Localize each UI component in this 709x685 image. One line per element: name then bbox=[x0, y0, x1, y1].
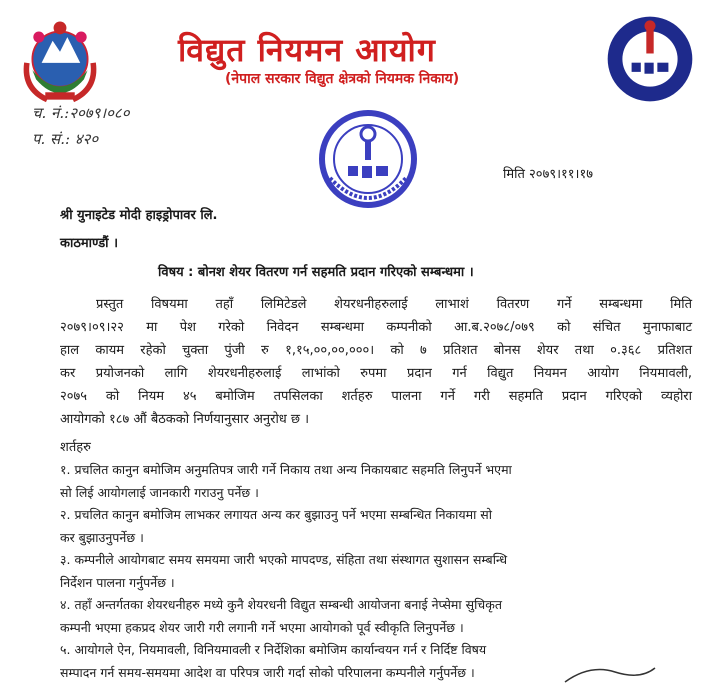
nepal-emblem-icon bbox=[14, 15, 106, 107]
recipient-city: काठमाण्डौं । bbox=[60, 236, 118, 251]
condition-line: २. प्रचलित कानुन बमोजिम लाभकर लगायत अन्य कर बुझाउनु पर्ने भएमा सम्बन्धित निकायमा सो bbox=[60, 507, 492, 522]
erc-logo-icon bbox=[604, 13, 696, 105]
conditions-list bbox=[60, 459, 700, 684]
letter-date: मिति २०७९।११।१७ bbox=[503, 167, 593, 182]
condition-line: कर बुझाउनुपर्नेछ । bbox=[60, 529, 144, 545]
erc-stamp-icon bbox=[308, 108, 428, 210]
condition-line: कम्पनी भएमा हकप्रद शेयर जारी गरी लगानी गर्ने भएमा आयोगको पूर्व स्वीकृति लिनुपर्नेछ । bbox=[60, 619, 464, 635]
condition-line: सो लिई आयोगलाई जानकारी गराउनु पर्नेछ । bbox=[60, 484, 259, 500]
recipient-name: श्री युनाइटेड मोदी हाइड्रोपावर लि. bbox=[60, 208, 218, 223]
body-line: कर प्रयोजनको लागि शेयरधनीहरुलाई लाभांको रुपमा प्रदान गर्न विद्युत नियमन आयोग नियमावली, bbox=[60, 366, 692, 381]
condition-line: निर्देशन पालना गर्नुपर्नेछ । bbox=[60, 574, 175, 590]
page-subtitle: (नेपाल सरकार विद्युत क्षेत्रको नियमक निकाय) bbox=[225, 71, 460, 87]
condition-line: सम्पादन गर्न समय-समयमा आदेश वा परिपत्र जारी गर्दा सोको परिपालना कम्पनीले गर्नुपर्नेछ । bbox=[60, 664, 475, 680]
page-title: विद्युत नियमन आयोग bbox=[178, 31, 436, 69]
condition-line: ३. कम्पनीले आयोगबाट समय समयमा जारी भएको मापदण्ड, संहिता तथा संस्थागत सुशासन सम्बन्धि bbox=[60, 552, 508, 567]
body-line: प्रस्तुत विषयमा तहाँ लिमिटेडले शेयरधनीहरुलाई लाभाशं वितरण गर्ने सम्बन्धमा मिति bbox=[96, 297, 692, 312]
condition-line: १. प्रचलित कानुन बमोजिम अनुमतिपत्र जारी गर्ने निकाय तथा अन्य निकायबाट सहमति लिनुपर्ने भएमा bbox=[60, 462, 512, 477]
conditions-heading: शर्तहरु bbox=[60, 440, 91, 455]
reference-number: च. नं.:२०७९।०८० bbox=[32, 104, 130, 122]
signature-icon bbox=[560, 662, 660, 685]
body-line: २०७९।०९।२२ मा पेश गरेको निवेदन सम्बन्धमा कम्पनीको आ.ब.२०७८/०७९ को संचित मुनाफाबाट bbox=[60, 320, 692, 335]
condition-line: ५. आयोगले ऐन, नियमावली, विनियमावली र निर्देशिका बमोजिम कार्यान्वयन गर्न र निर्दिष्ट विषय bbox=[60, 642, 487, 657]
body-line: आयोगको १८७ औं बैठकको निर्णयानुसार अनुरोध छ । bbox=[60, 412, 310, 427]
body-line: २०७५ को नियम ४५ बमोजिम तपसिलका शर्तहरु पालना गर्ने गरी सहमति प्रदान गरिएको व्यहोरा bbox=[60, 389, 692, 404]
dispatch-number: प. सं.: ४२० bbox=[32, 130, 99, 148]
condition-line: ४. तहाँ अन्तर्गतका शेयरधनीहरु मध्ये कुनै शेयरधनी विद्युत सम्बन्धी आयोजना बनाई नेप्सेमा सुचिकृत bbox=[60, 597, 502, 612]
letter-body bbox=[60, 293, 692, 431]
body-line: हाल कायम रहेको चुक्ता पुंजी रु १,१५,००,००,०००। को ७ प्रतिशत बोनस शेयर तथा ०.३६८ प्रतिशत bbox=[60, 343, 692, 358]
letter-subject: विषय : बोनश शेयर वितरण गर्न सहमति प्रदान गरिएको सम्बन्धमा । bbox=[158, 265, 474, 280]
